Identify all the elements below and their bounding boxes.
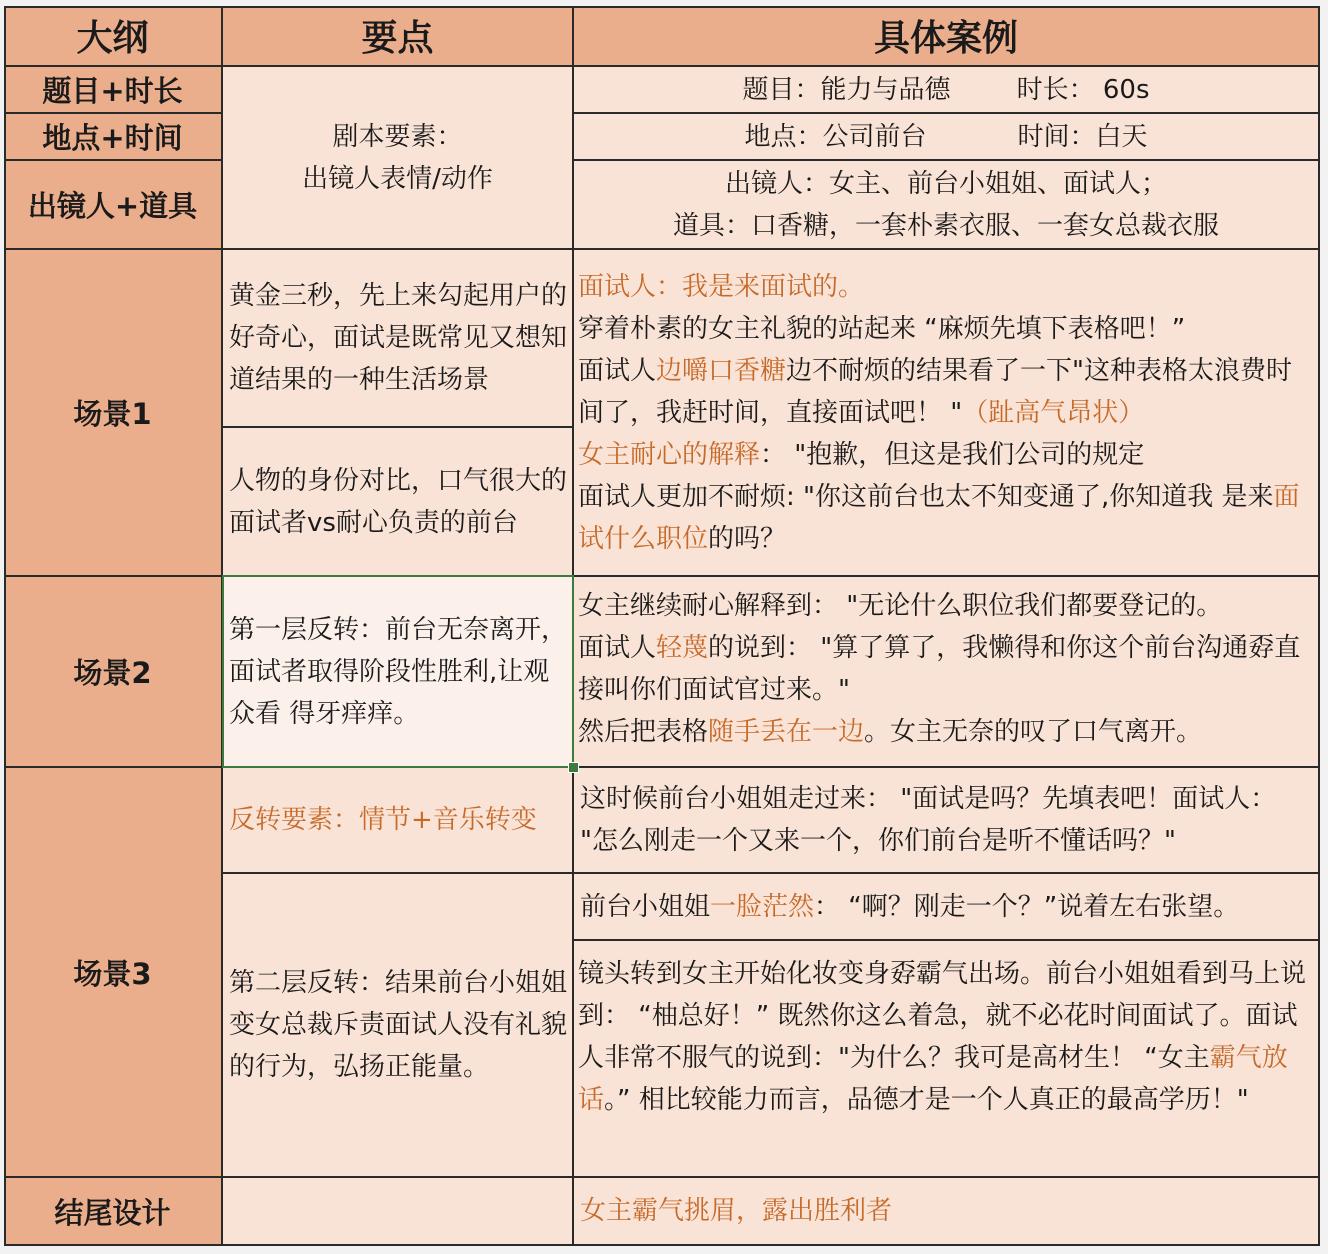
- header-cases[interactable]: 具体案例: [574, 6, 1320, 67]
- script-elements-line1: 剧本要素：: [332, 121, 463, 152]
- scene3-case-c[interactable]: 镜头转到女主开始化妆变身孬霸气出场。前台小姐姐看到马上说到： “柚总好！” 既然你这么着急，就不必花时间面试了。面试人非常不服气的说到："为什么？我可是高材生！ “女主霸气放话。” 相比较能力而言，品德才是一个人真正的最高学历！": [574, 941, 1320, 1178]
- label-scene2[interactable]: 场景2: [4, 577, 223, 768]
- label-title-duration[interactable]: 题目+时长: [4, 67, 223, 114]
- case-place-time[interactable]: 地点：公司前台 时间：白天: [574, 114, 1320, 161]
- scene2-case-line1: 女主继续耐心解释到： "无论什么职位我们都要登记的。: [578, 591, 1223, 621]
- header-points[interactable]: 要点: [223, 6, 574, 67]
- script-elements-line2: 出镜人表情/动作: [302, 163, 493, 194]
- case-props-line: 道具：口香糖，一套朴素衣服、一套女总裁衣服: [672, 210, 1219, 241]
- scene1-point-b[interactable]: 人物的身份对比，口气很大的面试者vs耐心负责的前台: [223, 428, 574, 577]
- scene3-case-b[interactable]: 前台小姐姐一脸茫然： “啊？刚走一个？”说着左右张望。: [574, 874, 1320, 941]
- scene2-point[interactable]: 第一层反转：前台无奈离开，面试者取得阶段性胜利,让观众看 得牙痒痒。: [223, 577, 574, 768]
- scene1-case-line4: 女主耐心的解释： "抱歉，但这是我们公司的规定: [578, 440, 1145, 470]
- ending-point-empty[interactable]: [223, 1178, 574, 1246]
- label-place-time[interactable]: 地点+时间: [4, 114, 223, 161]
- scene1-case-line2: 穿着朴素的女主礼貌的站起来 “麻烦先填下表格吧！”: [578, 314, 1186, 344]
- fill-handle[interactable]: [568, 762, 579, 773]
- case-cast-props[interactable]: [574, 161, 1320, 250]
- label-scene3[interactable]: 场景3: [4, 768, 223, 1178]
- scene2-case-line3: 然后把表格随手丢在一边。女主无奈的叹了口气离开。: [578, 717, 1203, 747]
- scene1-case[interactable]: [574, 250, 1320, 577]
- case-title-duration[interactable]: 题目：能力与品德 时长： 60s: [574, 67, 1320, 114]
- label-ending[interactable]: 结尾设计: [4, 1178, 223, 1246]
- header-outline[interactable]: 大纲: [4, 6, 223, 67]
- cell-script-elements[interactable]: [223, 67, 574, 250]
- scene3-point-a[interactable]: 反转要素：情节+音乐转变: [223, 768, 574, 874]
- scene1-case-line1: 面试人：我是来面试的。: [578, 272, 865, 302]
- scene2-case-line2: 面试人轻蔑的说到： "算了算了，我懒得和你这个前台沟通孬直接叫你们面试官过来。": [578, 633, 1301, 705]
- scene3-point-b[interactable]: 第二层反转：结果前台小姐姐变女总裁斥责面试人没有礼貌的行为，弘扬正能量。: [223, 874, 574, 1178]
- ending-case[interactable]: 女主霸气挑眉，露出胜利者: [574, 1178, 1320, 1246]
- case-cast-line: 出镜人：女主、前台小姐姐、面试人；: [724, 168, 1167, 199]
- scene2-case[interactable]: [574, 577, 1320, 768]
- scene1-point-a[interactable]: 黄金三秒，先上来勾起用户的好奇心，面试是既常见又想知道结果的一种生活场景: [223, 250, 574, 428]
- scene1-case-line3: 面试人边嚼口香糖边不耐烦的结果看了一下"这种表格太浪费时间了，我赶时间，直接面试吧！ "（趾高气昂状）: [578, 356, 1292, 428]
- scene3-case-a[interactable]: 这时候前台小姐姐走过来： "面试是吗？先填表吧！面试人： "怎么刚走一个又来一个，你们前台是听不懂话吗？": [574, 768, 1320, 874]
- label-scene1[interactable]: 场景1: [4, 250, 223, 577]
- scene1-case-line5: 面试人更加不耐烦: "你这前台也太不知变通了,你知道我 是来面试什么职位的吗？: [578, 482, 1300, 554]
- label-cast-props[interactable]: 出镜人+道具: [4, 161, 223, 250]
